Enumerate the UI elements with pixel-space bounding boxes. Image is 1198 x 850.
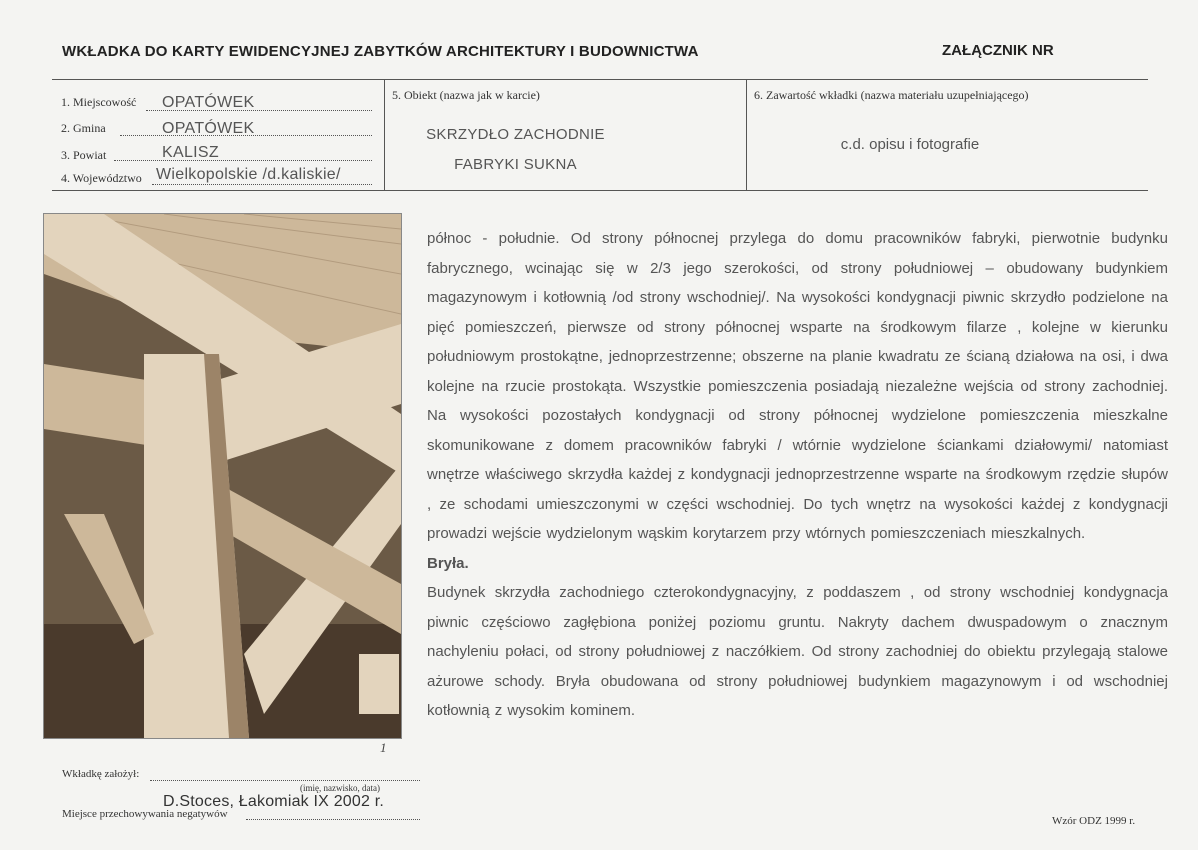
dotted-line: [152, 184, 372, 185]
form-template-label: Wzór ODZ 1999 r.: [1052, 815, 1136, 827]
object-label: 5. Obiekt (nazwa jak w karcie): [392, 88, 540, 102]
dotted-line: [114, 160, 372, 161]
description-paragraph-1: północ - południe. Od strony północnej przylega do domu pracowników fabryki, pierwotnie budynku fabrycznego, wcinając się w 2/3 jego szerokości, od strony południowej – obudowany budynkiem magazynowym i kotłownią /od strony wschodniej/. Na wysokości kondygnacji piwnic skrzydło podzielone na pięć pomieszczeń, pierwsze od strony północnej wsparte na środkowym filarze , kolejne w kierunku południowym prostokątne, jednoprzestrzenne; obszerne na planie kwadratu ze ścianą działowa na osi, i dwa kolejne na rzucie prostokąta. Wszystkie pomieszczenia posiadają niezależne wejścia od strony zachodniej. Na wysokości pozostałych kondygnacji od strony północnej wydzielone pomieszczenia mieszkalne skomunikowane z domem pracowników fabryki / wtórnie wydzielone ściankami działowymi/ natomiast wnętrze właściwego skrzydła każdej z kondygnacji jednoprzestrzenne wsparte na środkowym rzędzie słupów , ze schodami umieszczonymi w części wschodniej. Do tych wnętrz na wysokości każdej z kondygnacji prowadzi wejście wydzielonym wąskim korytarzem przy wtórnych pomieszczeniach mieszkalnych.: [427, 230, 1168, 542]
description-text: [427, 224, 1168, 726]
powiat-label: 3. Powiat: [61, 148, 107, 162]
header-grid: [52, 79, 1148, 191]
powiat-value: KALISZ: [162, 144, 219, 161]
author-signature: D.Stoces, Łakomiak IX 2002 r.: [163, 793, 385, 810]
contents-value: c.d. opisu i fotografie: [840, 136, 980, 153]
timber-beams-photo: [43, 213, 402, 739]
section-heading-bryla: Bryła.: [427, 554, 469, 572]
miejscowosc-value: OPATÓWEK: [162, 94, 255, 111]
attachment-number-label: ZAŁĄCZNIK NR: [942, 42, 1054, 59]
contents-label: 6. Zawartość wkładki (nazwa materiału uzupełniającego): [754, 88, 1029, 102]
grid-divider: [384, 80, 385, 190]
negatives-storage-label: Miejsce przechowywania negatywów: [62, 808, 228, 820]
wojewodztwo-value: Wielkopolskie /d.kaliskie/: [156, 166, 341, 183]
gmina-label: 2. Gmina: [61, 121, 106, 135]
object-name-line2: FABRYKI SUKNA: [454, 156, 577, 173]
window: [359, 654, 399, 714]
wojewodztwo-label: 4. Województwo: [61, 171, 142, 185]
dotted-line: [246, 819, 420, 820]
grid-divider: [746, 80, 747, 190]
timber-beams-illustration: [44, 214, 401, 738]
dotted-line: [150, 780, 420, 781]
description-paragraph-2: Budynek skrzydła zachodniego czterokondygnacyjny, z poddaszem , od strony wschodniej kondygnacja piwnic częściowo zagłębiona poniżej poziomu gruntu. Nakryty dachem dwuspadowym o znacznym nachyleniu połaci, od strony południowej z naczółkiem. Od strony zachodniej do obiektu przylegają stalowe ażurowe schody. Bryła obudowana od strony południowej budynkiem magazynowym i od wschodniej kotłownią z wysokim kominem.: [427, 584, 1168, 719]
name-date-hint: (imię, nazwisko, data): [300, 783, 380, 793]
object-name-line1: SKRZYDŁO ZACHODNIE: [426, 126, 605, 143]
gmina-value: OPATÓWEK: [162, 120, 255, 137]
form-title: WKŁADKA DO KARTY EWIDENCYJNEJ ZABYTKÓW ARCHITEKTURY I BUDOWNICTWA: [62, 43, 699, 60]
inserted-by-label: Wkładkę założył:: [62, 768, 140, 780]
photo-number: 1: [380, 740, 387, 755]
miejscowosc-label: 1. Miejscowość: [61, 95, 137, 109]
